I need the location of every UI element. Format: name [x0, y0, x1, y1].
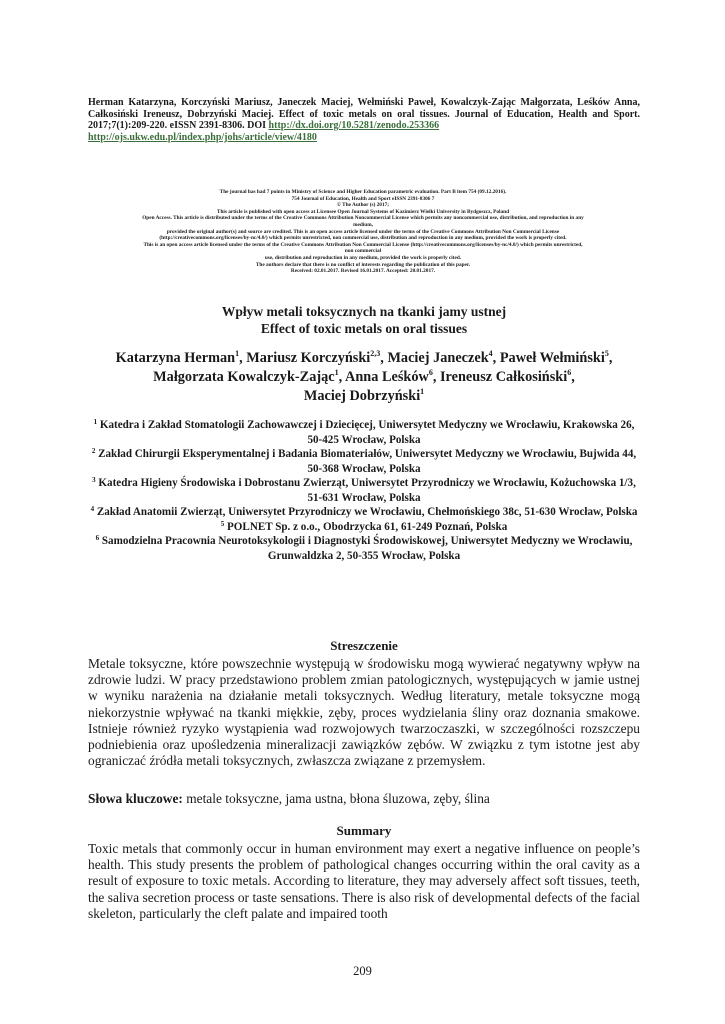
- author-name: Ireneusz Całkosiński: [439, 369, 568, 385]
- affiliation-text: Katedra i Zakład Stomatologii Zachowawczej i Dziecięcej, Uniwersytet Medyczny we Wrocławiu, Krakowska 26, 50-425 Wrocław, Polska: [99, 419, 635, 446]
- notice-line: The journal has had 7 points in Ministry of Science and Higher Education parametric evaluation. Part B item 754 (09.12.2016).: [219, 189, 507, 195]
- author-name: Anna Leśków: [345, 369, 429, 385]
- affiliation-number: 4: [90, 505, 95, 513]
- notice-line: medium,: [353, 221, 373, 228]
- author-list: Katarzyna Herman$^1$, Mariusz Korczyński$^{2,3}$, Maciej Janeczek$^4$, Paweł Wełmiński$^5$, Małgorzata Kowalczyk-Zając$^1$, Anna Leśków$^6$, Ireneusz Całkosiński$^6$, Maciej Dobrzyński$^1$: [115, 349, 613, 404]
- author-name: Mariusz Korczyński: [246, 350, 371, 366]
- title-polish: Wpływ metali toksycznych na tkanki jamy ustnej: [221, 304, 507, 319]
- notice-line: (http://creativecommons.org/licenses/by-nc/4.0/) which permits unrestricted, non commercial use, distribution and reproduction in any medium, provided the work is properly cited.: [159, 235, 567, 242]
- author-affiliation-ref: 5: [604, 349, 609, 358]
- notice-line: provided the original author(s) and source are credited. This is an open access article licensed under the terms of the Creative Commons Attribution Non Commercial License: [166, 228, 560, 235]
- license-notice: [120, 189, 606, 275]
- doi-link[interactable]: http://dx.doi.org/10.5281/zenodo.253366: [268, 120, 440, 132]
- author-affiliation-ref: 1: [334, 368, 339, 377]
- author-name: Katarzyna Herman: [115, 350, 236, 366]
- summary-heading: Summary: [336, 823, 392, 838]
- affiliation-text: Katedra Higieny Środowiska i Dobrostanu Zwierząt, Uniwersytet Przyrodniczy we Wrocławiu, Kożuchowska 1/3, 51-631 Wrocław, Polska: [98, 477, 636, 504]
- notice-line: use, distribution and reproduction in any medium, provided the work is properly cited.: [264, 254, 462, 261]
- affiliation-item: [88, 505, 640, 520]
- notice-line: Received: 02.01.2017. Revised 16.01.2017. Accepted: 20.01.2017.: [290, 268, 436, 275]
- affiliation-item: [88, 476, 640, 505]
- summary-text: Toxic metals that commonly occur in human environment may exert a negative influence on people’s health. This study presents the problem of pathological changes occurring within the oral cavity as a result of exposure to toxic metals. According to literature, they may adversely affect soft tissues, teeth, the saliva secretion process or taste sensations. There is also risk of developmental defects of the facial skeleton, particularly the cleft palate and impaired tooth: [88, 841, 640, 921]
- author-name: Maciej Janeczek: [387, 350, 489, 366]
- article-url-link[interactable]: http://ojs.ukw.edu.pl/index.php/johs/article/view/4180: [88, 131, 317, 143]
- notice-line: Open Access. This article is distributed under the terms of the Creative Commons Attribution Noncommercial License which permits any noncommercial use, distribution, and reproduction in any: [142, 215, 584, 222]
- notice-line: © The Author (s) 2017;: [336, 202, 390, 209]
- keywords-text: metale toksyczne, jama ustna, błona śluzowa, zęby, ślina: [182, 791, 490, 806]
- notice-line: non commercial: [344, 248, 382, 255]
- notice-line: This is an open access article licensed under the terms of the Creative Commons Attribution Non Commercial License (http://creativecommons.org/licenses/by-nc/4.0/) which permits unrestricted,: [143, 241, 583, 248]
- affiliation-number: 5: [220, 519, 225, 528]
- author-affiliation-ref: 4: [488, 349, 493, 358]
- author-name: Maciej Dobrzyński: [303, 388, 421, 404]
- notice-line: The authors declare that there is no conflict of interests regarding the publication of this paper.: [255, 261, 471, 268]
- affiliation-number: 2: [91, 447, 96, 455]
- affiliation-number: 6: [95, 534, 100, 542]
- author-affiliation-ref: 2,3: [370, 349, 381, 358]
- page-number: 209: [353, 964, 372, 978]
- affiliation-item: [88, 418, 640, 447]
- streszczenie-heading: Streszczenie: [330, 638, 398, 653]
- affiliation-number: 1: [93, 418, 98, 426]
- author-affiliation-ref: 6: [567, 368, 572, 377]
- affiliation-text: Zakład Anatomii Zwierząt, Uniwersytet Przyrodniczy we Wrocławiu, Chełmońskiego 38c, 51-630 Wrocław, Polska: [96, 506, 638, 518]
- article-title: [88, 303, 640, 337]
- affiliation-text: Samodzielna Pracownia Neurotoksykologii i Diagnostyki Środowiskowej, Uniwersytet Medyczny we Wrocławiu, Grunwaldzka 2, 50-355 Wrocław, Polska: [101, 535, 633, 562]
- author-affiliation-ref: 6: [428, 368, 433, 377]
- citation-text: Herman Katarzyna, Korczyński Mariusz, Janeczek Maciej, Wełmiński Paweł, Kowalczyk-Zając Małgorzata, Leśków Anna, Całkosiński Ireneusz, Dobrzyński Maciej. Effect of toxic metals on oral tissues. Journal of Education, Health and Sport. 2017;7(1):209-220. eISSN 2391-8306. DOI: [88, 97, 640, 132]
- streszczenie-text: Metale toksyczne, które powszechnie występują w środowisku mogą wywierać negatywny wpływ na zdrowie ludzi. W pracy przedstawiono problem zmian patologicznych, występujących w jamie ustnej w wyniku narażenia na działanie metali toksycznych. Według literatury, metale toksyczne mogą niekorzystnie wpływać na tkanki miękkie, zęby, proces wydzielania śliny oraz doznania smakowe. Istnieje również ryzyko wystąpienia wad rozwojowych twarzoczaszki, w szczególności rozszczepu podniebienia oraz upośledzenia mineralizacji zawiązków zębów. W związku z tym istotne jest aby ograniczać źródła metali toksycznych, zwłaszcza związane z przemysłem.: [88, 656, 640, 769]
- author-affiliation-ref: 1: [235, 349, 240, 358]
- affiliation-number: 3: [92, 476, 96, 484]
- affiliation-list: [88, 418, 640, 563]
- author-affiliation-ref: 1: [420, 387, 425, 396]
- affiliation-text: POLNET Sp. z o.o., Obodrzycka 61, 61-249 Poznań, Polska: [227, 520, 508, 533]
- notice-line: This article is published with open access at Licensee Open Journal Systems of Kazimierz Wielki University in Bydgoszcz, Poland: [216, 208, 510, 215]
- author-name: Paweł Wełmiński: [499, 350, 605, 366]
- keywords-line: [88, 791, 640, 807]
- keywords-label: Słowa kluczowe:: [88, 791, 183, 806]
- author-name: Małgorzata Kowalczyk-Zając: [153, 369, 335, 385]
- affiliation-item: [88, 534, 640, 563]
- affiliation-item: [88, 520, 640, 535]
- title-english: Effect of toxic metals on oral tissues: [260, 321, 468, 336]
- affiliation-item: [88, 447, 640, 476]
- notice-line: 754 Journal of Education, Health and Sport eISSN 2391-8306 7: [291, 195, 435, 202]
- citation-block: [88, 97, 640, 143]
- affiliation-text: Zakład Chirurgii Eksperymentalnej i Badania Biomateriałów, Uniwersytet Medyczny we Wrocławiu, Bujwida 44, 50-368 Wrocław, Polska: [98, 448, 637, 475]
